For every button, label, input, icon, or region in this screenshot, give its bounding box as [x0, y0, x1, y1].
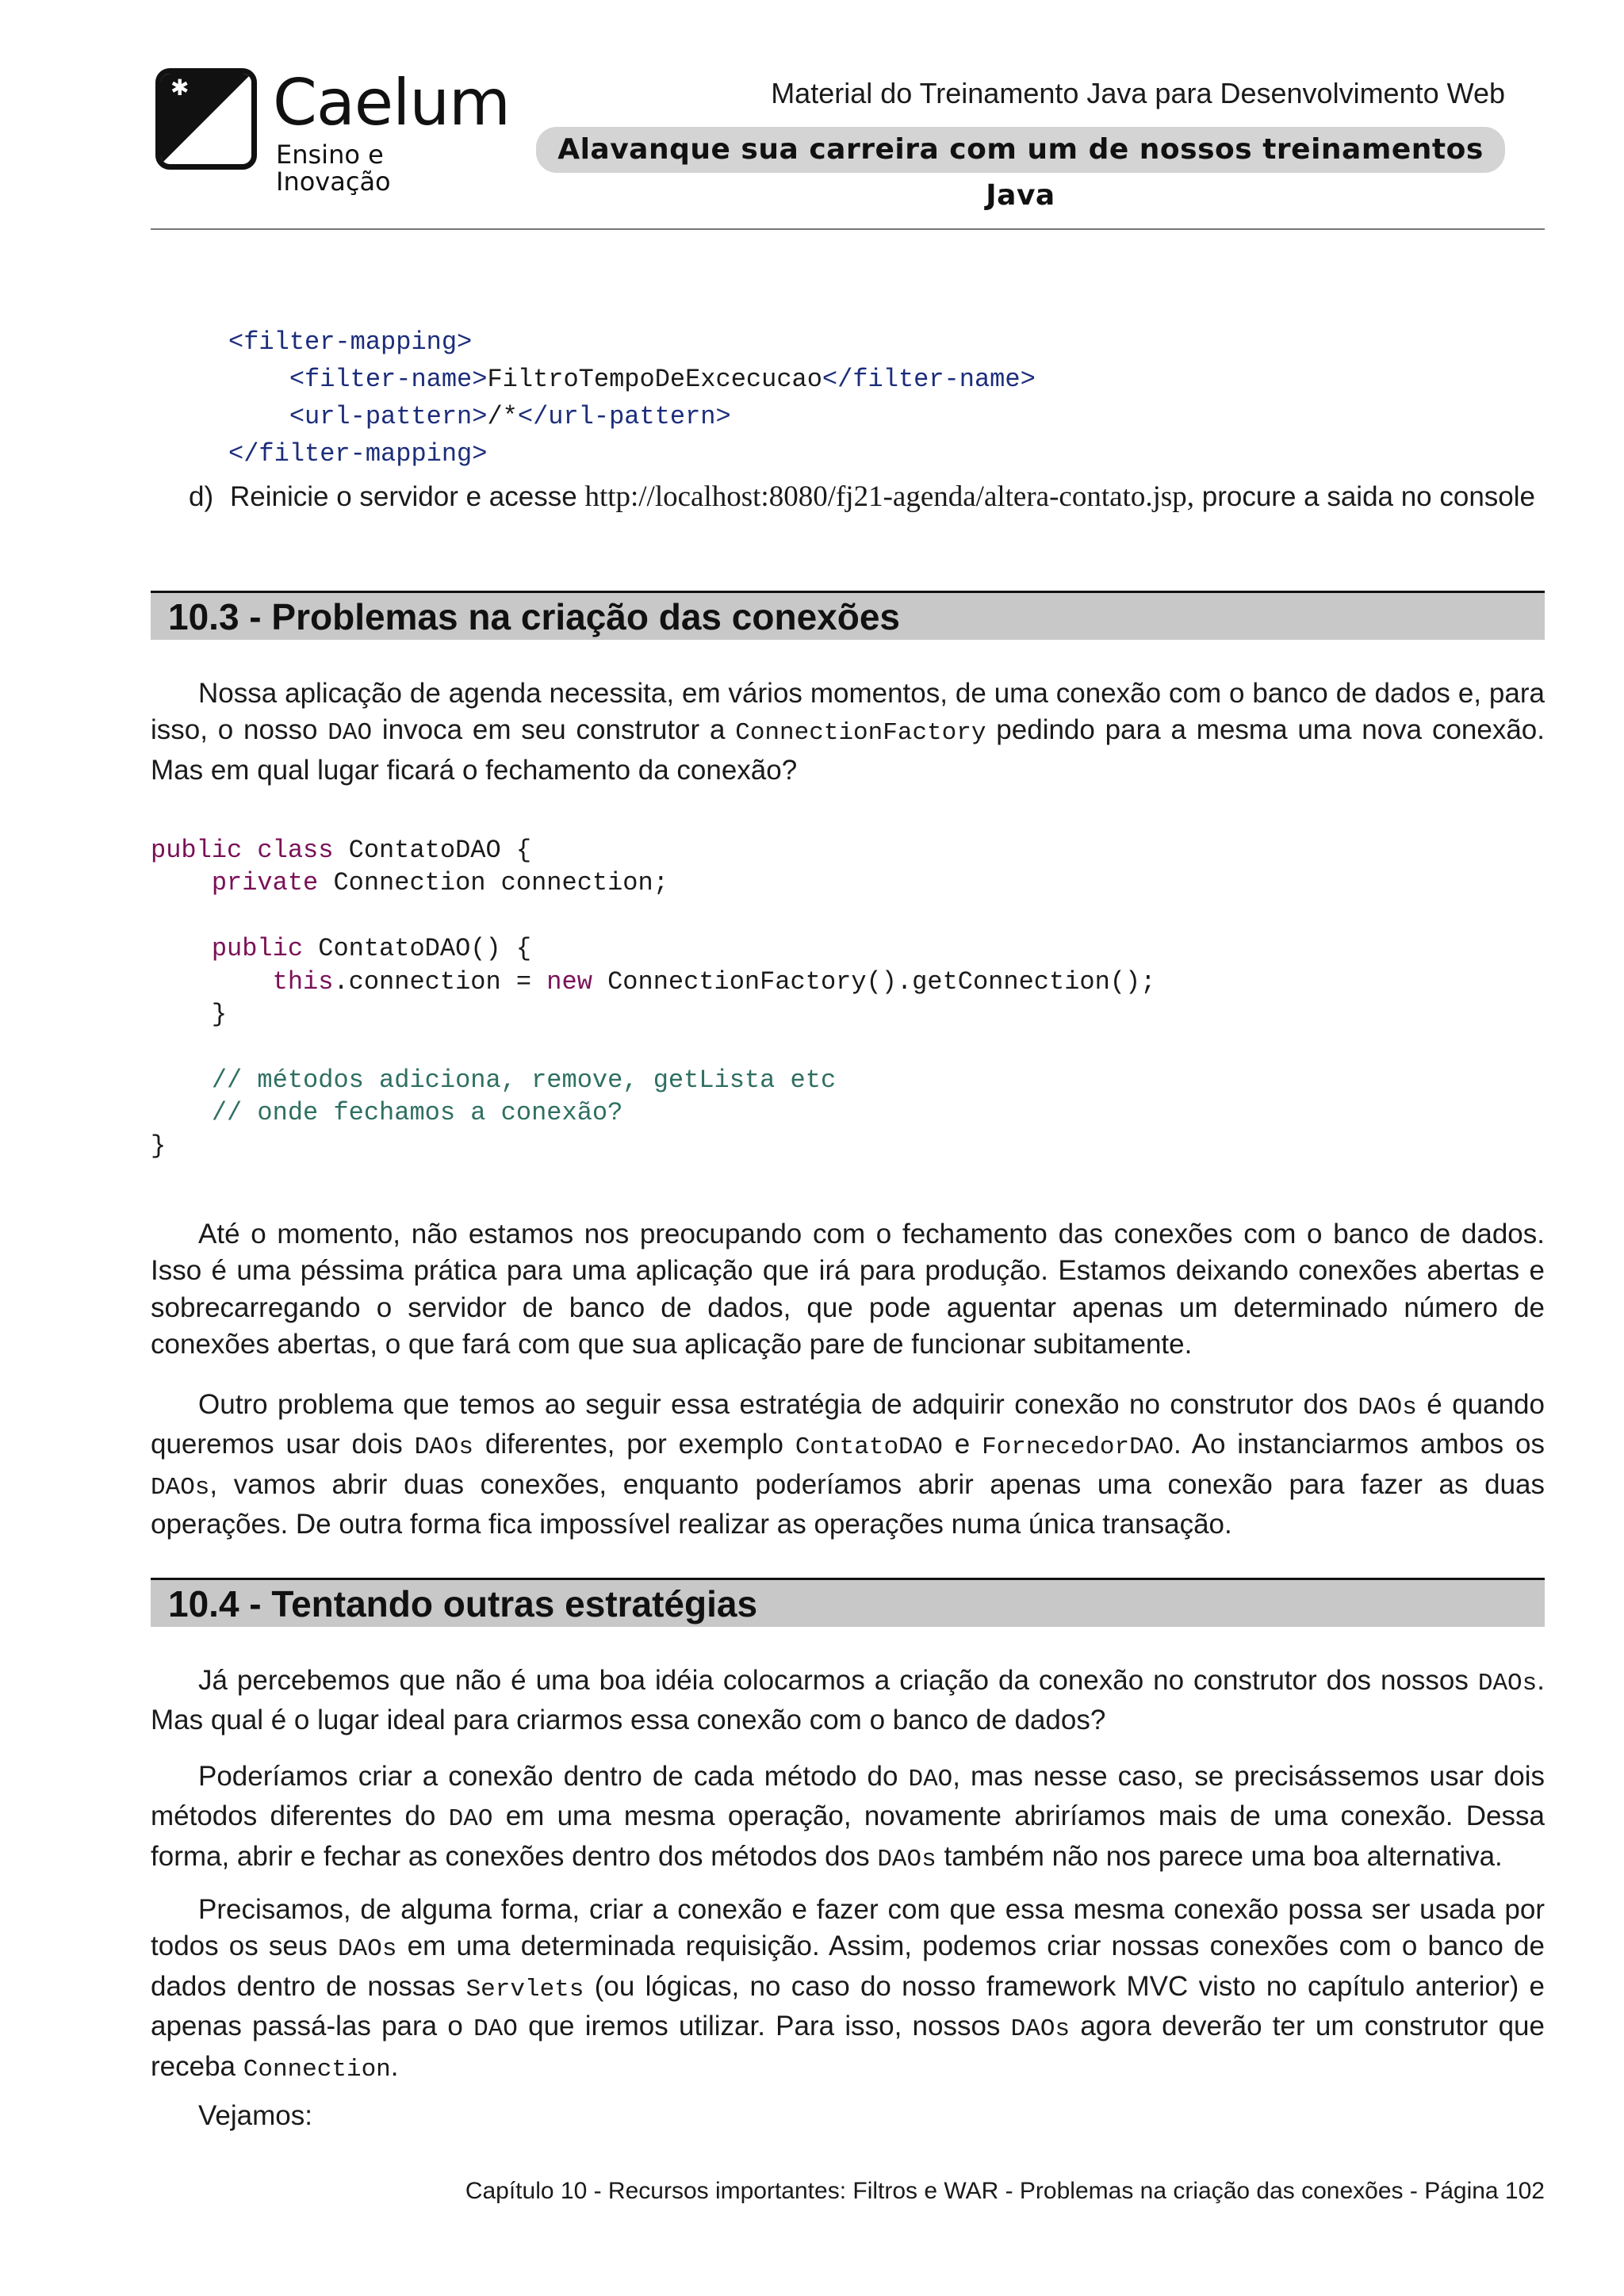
paragraph: Nossa aplicação de agenda necessita, em vários momentos, de uma conexão com o banco de dados e, para isso, o nosso DAO invoca em seu construtor a ConnectionFactory pedindo para a mesma uma nova conexão. Mas em qual lugar ficará o fechamento da conexão?: [151, 678, 1545, 786]
paragraph: Já percebemos que não é uma boa idéia colocarmos a criação da conexão no construtor dos nossos DAOs. Mas qual é o lugar ideal para criarmos essa conexão com o banco de dados?: [151, 1665, 1545, 1736]
code-line: private Connection connection;: [211, 868, 668, 898]
logo-wordmark: Caelum: [273, 66, 510, 140]
code-line: // onde fechamos a conexão?: [211, 1098, 623, 1128]
paragraph: Poderíamos criar a conexão dentro de cada método do DAO, mas nesse caso, se precisássemos usar dois métodos diferentes do DAO em uma mesma operação, novamente abriríamos mais de uma conexão. Dessa forma, abrir e fechar as conexões dentro dos métodos dos DAOs também não nos parece uma boa alternativa.: [151, 1761, 1545, 1873]
code-line: }: [151, 1131, 167, 1161]
paragraph: Outro problema que temos ao seguir essa estratégia de adquirir conexão no construtor dos DAOs é quando queremos usar dois DAOs diferentes, por exemplo ContatoDAO e FornecedorDAO. Ao instanciarmos ambos os DAOs, vamos abrir duas conexões, enquanto poderíamos abrir apenas uma conexão para fazer as duas operações. De outra forma fica impossível realizar as operações numa única transação.: [151, 1389, 1545, 1540]
section-heading-10-3: 10.3 - Problemas na criação das conexões: [151, 591, 1545, 640]
code-line: [151, 900, 1155, 932]
caelum-logo: [155, 66, 510, 197]
logo-tagline: Ensino e Inovação: [276, 140, 391, 197]
java-code-block: [151, 834, 1155, 1162]
code-line: <filter-name>FiltroTempoDeExcecucao</filter-name>: [228, 365, 1036, 394]
section-heading-10-4: 10.4 - Tentando outras estratégias: [151, 1578, 1545, 1627]
header-title: Material do Treinamento Java para Desenvolvimento Web: [771, 77, 1505, 109]
code-line: <filter-mapping>: [228, 327, 473, 357]
code-line: <url-pattern>/*</url-pattern>: [228, 402, 731, 431]
list-marker: d): [189, 481, 214, 512]
code-line: this.connection = new ConnectionFactory().getConnection();: [272, 966, 1156, 997]
code-line: }: [211, 1000, 228, 1030]
xml-code-block: [228, 323, 1036, 473]
header-divider: [151, 228, 1545, 230]
code-line: // métodos adiciona, remove, getLista etc: [211, 1065, 837, 1095]
list-item-d: Reinicie o servidor e acesse http://localhost:8080/fj21-agenda/altera-contato.jsp, procure a saida no console: [230, 480, 1536, 513]
logo-mark-icon: [155, 68, 257, 170]
star-icon: ✱: [170, 75, 190, 100]
header-slogan: Alavanque sua carreira com um de nossos treinamentos Java: [536, 127, 1505, 173]
url-link[interactable]: http://localhost:8080/fj21-agenda/altera-contato.jsp,: [584, 480, 1195, 513]
paragraph: Precisamos, de alguma forma, criar a conexão e fazer com que essa mesma conexão possa ser usada por todos os seus DAOs em uma determinada requisição. Assim, podemos criar nossas conexões com o banco de dados dentro de nossas Servlets (ou lógicas, no caso do nosso framework MVC visto no capítulo anterior) e apenas passá-las para o DAO que iremos utilizar. Para isso, nossos DAOs agora deverão ter um construtor que receba Connection.: [151, 1894, 1545, 2084]
code-line: public ContatoDAO() {: [211, 934, 532, 964]
paragraph: Até o momento, não estamos nos preocupando com o fechamento das conexões com o banco de dados. Isso é uma péssima prática para uma aplicação que irá para produção. Estamos deixando conexões abertas e sobrecarregando o servidor de banco de dados, que pode aguentar apenas um determinado número de conexões abertas, o que fará com que sua aplicação pare de funcionar subitamente.: [151, 1219, 1545, 1360]
code-line: public class ContatoDAO {: [151, 836, 532, 865]
code-line: [151, 1031, 1155, 1063]
code-line: </filter-mapping>: [228, 439, 488, 469]
page-footer: Capítulo 10 - Recursos importantes: Filtros e WAR - Problemas na criação das conexões - Página 102: [465, 2178, 1545, 2204]
paragraph: Vejamos:: [198, 2100, 312, 2131]
